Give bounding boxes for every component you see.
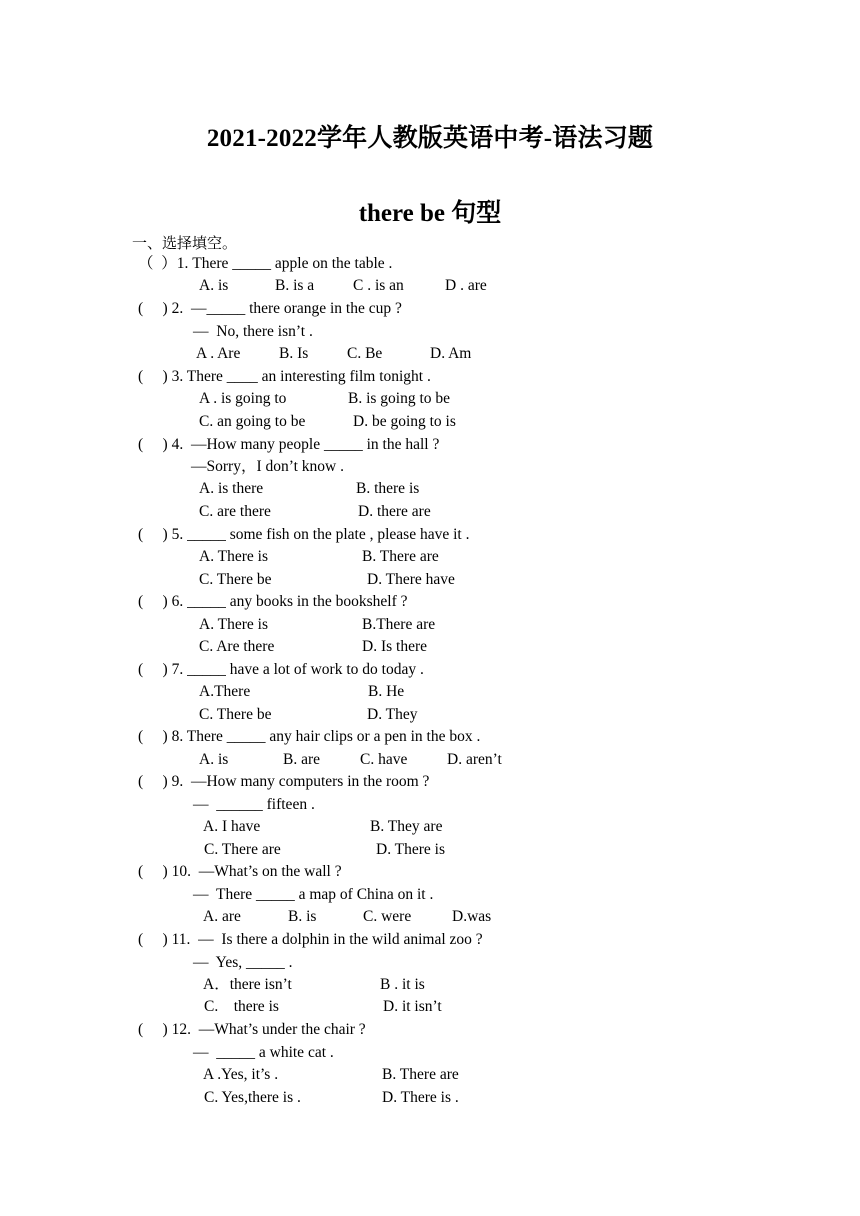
answer-option: C. there is — [204, 998, 279, 1015]
answer-option: A. is — [199, 751, 229, 768]
answer-option: C. Be — [347, 345, 383, 362]
answer-option: B. They are — [370, 818, 443, 835]
answer-option: D. it isn’t — [383, 998, 442, 1015]
answer-option: B. are — [283, 751, 321, 768]
answer-option: C. were — [363, 908, 412, 925]
document-title: 2021-2022学年人教版英语中考-语法习题 — [206, 125, 654, 152]
answer-option: B.There are — [362, 616, 436, 633]
answer-option: A. I have — [203, 818, 261, 835]
question-stem: ( ) 12. —What’s under the chair ? — [138, 1021, 366, 1038]
question-stem: ( ) 4. —How many people _____ in the hall ? — [138, 436, 440, 453]
answer-option: — _____ a white cat . — [193, 1044, 334, 1061]
question-stem: ( ) 2. —_____ there orange in the cup ? — [138, 300, 402, 317]
answer-option: D. be going to is — [353, 413, 456, 430]
answer-option: B . it is — [380, 976, 425, 993]
answer-option: A. is — [199, 277, 229, 294]
answer-option: A. is there — [199, 480, 264, 497]
question-stem: ( ) 5. _____ some fish on the plate , please have it . — [138, 526, 470, 543]
answer-option: — Yes, _____ . — [193, 954, 293, 971]
answer-option: —Sorry，I don’t know . — [191, 458, 344, 475]
question-stem: ( ) 7. _____ have a lot of work to do today . — [138, 661, 424, 678]
answer-option: D. There is — [376, 841, 446, 858]
question-stem: ( ) 11. — Is there a dolphin in the wild animal zoo ? — [138, 931, 483, 948]
question-stem: ( ) 9. —How many computers in the room ? — [138, 773, 430, 790]
section-heading: 一、选择填空。 — [132, 236, 238, 252]
question-stem: ( ) 10. —What’s on the wall ? — [138, 863, 342, 880]
answer-option: C. There be — [199, 571, 272, 588]
answer-option: D. aren’t — [447, 751, 502, 768]
answer-option: B. there is — [356, 480, 420, 497]
answer-option: A. There is — [199, 616, 269, 633]
answer-option: C. an going to be — [199, 413, 306, 430]
answer-option: — There _____ a map of China on it . — [193, 886, 434, 903]
answer-option: D. They — [367, 706, 418, 723]
answer-option: A .Yes, it’s . — [203, 1066, 279, 1083]
answer-option: A. are — [203, 908, 241, 925]
answer-option: D. There is . — [382, 1089, 459, 1106]
question-stem: （ ）1. There _____ apple on the table . — [138, 255, 393, 272]
answer-option: D. Am — [430, 345, 472, 362]
answer-option: C. Are there — [199, 638, 275, 655]
answer-option: C . is an — [353, 277, 404, 294]
answer-option: A．there isn’t — [203, 976, 292, 993]
answer-option: D.was — [452, 908, 492, 925]
answer-option: B. He — [368, 683, 405, 700]
answer-option: B. There are — [362, 548, 439, 565]
answer-option: A . Are — [196, 345, 241, 362]
answer-option: C. There are — [204, 841, 281, 858]
answer-option: D. Is there — [362, 638, 427, 655]
answer-option: C. have — [360, 751, 408, 768]
answer-option: D . are — [445, 277, 487, 294]
question-stem: ( ) 8. There _____ any hair clips or a pen in the box . — [138, 728, 481, 745]
answer-option: B. Is — [279, 345, 309, 362]
answer-option: B. is a — [275, 277, 315, 294]
answer-option: B. There are — [382, 1066, 459, 1083]
answer-option: C. Yes,there is . — [204, 1089, 301, 1106]
answer-option: C. are there — [199, 503, 271, 520]
answer-option: — ______ fifteen . — [193, 796, 315, 813]
answer-option: A . is going to — [199, 390, 287, 407]
answer-option: C. There be — [199, 706, 272, 723]
question-stem: ( ) 3. There ____ an interesting film tonight . — [138, 368, 431, 385]
answer-option: D. there are — [358, 503, 431, 520]
document-subtitle: there be 句型 — [358, 200, 502, 227]
answer-option: — No, there isn’t . — [193, 323, 313, 340]
answer-option: B. is going to be — [348, 390, 451, 407]
answer-option: A.There — [199, 683, 251, 700]
question-stem: ( ) 6. _____ any books in the bookshelf ? — [138, 593, 408, 610]
answer-option: B. is — [288, 908, 317, 925]
answer-option: D. There have — [367, 571, 455, 588]
answer-option: A. There is — [199, 548, 269, 565]
